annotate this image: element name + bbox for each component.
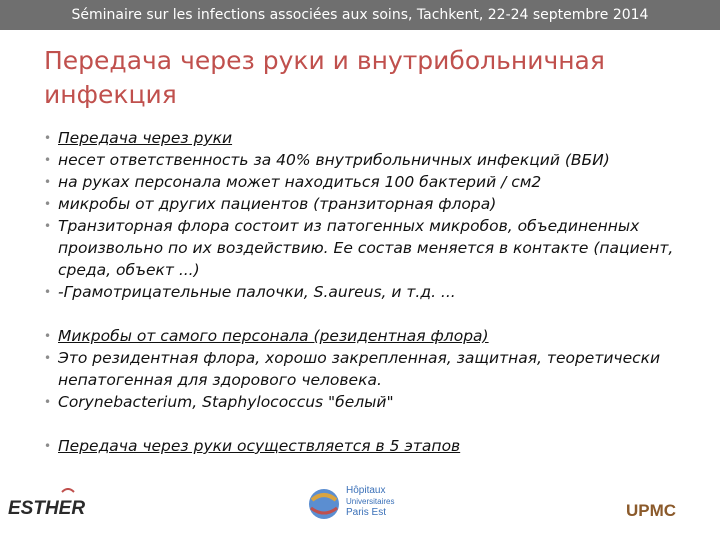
bullet-text: Передача через руки (58, 129, 233, 147)
bullet-item (44, 281, 704, 303)
bullet-text: на руках персонала может находиться 100 бактерий / см2 (58, 173, 542, 191)
hopitaux-line3: Paris Est (346, 507, 387, 518)
hopitaux-line2: Universitaires (346, 497, 395, 506)
bullet-item (44, 347, 704, 391)
upmc-logo-text: UPMC (626, 501, 677, 520)
esther-logo (6, 488, 94, 528)
bullet-text: несет ответственность за 40% внутрибольничных инфекций (ВБИ) (58, 151, 610, 169)
bullet-item (44, 391, 704, 413)
bullet-text: Это резидентная флора, хорошо закрепленная, защитная, теоретически непатогенная для здорового человека. (58, 349, 661, 389)
bullet-text: Микробы от самого персонала (резидентная флора) (58, 327, 489, 345)
bullet-text: -Грамотрицательные палочки, S.aureus, и т.д. ... (58, 283, 456, 301)
bullet-item (44, 325, 704, 347)
bullet-text: Передача через руки осуществляется в 5 этапов (58, 437, 461, 455)
slide-title: Передача через руки и внутрибольничная инфекция (44, 46, 605, 109)
seminar-banner: Séminaire sur les infections associées aux soins, Tachkent, 22-24 septembre 2014 (0, 0, 720, 30)
esther-logo-text: ESTHER (8, 498, 86, 519)
bullet-item (44, 149, 704, 171)
bullet-item (44, 171, 704, 193)
hopitaux-logo (302, 480, 432, 530)
bullet-text: микробы от других пациентов (транзиторная флора) (58, 195, 497, 213)
esther-arc-icon (62, 489, 74, 492)
bullet-item (44, 215, 704, 281)
bullet-text: Транзиторная флора состоит из патогенных микробов, объединенных произвольно по их воздействию. Ее состав меняется в контакте (пациент, среда, объект ...) (58, 217, 674, 279)
upmc-logo (626, 498, 686, 522)
bullet-item (44, 127, 704, 149)
bullet-item (44, 193, 704, 215)
hopitaux-line1: Hôpitaux (346, 485, 386, 496)
bullet-item (44, 435, 704, 457)
bullet-list (44, 127, 704, 457)
bullet-text: Corynebacterium, Staphylococcus "белый" (58, 393, 394, 411)
